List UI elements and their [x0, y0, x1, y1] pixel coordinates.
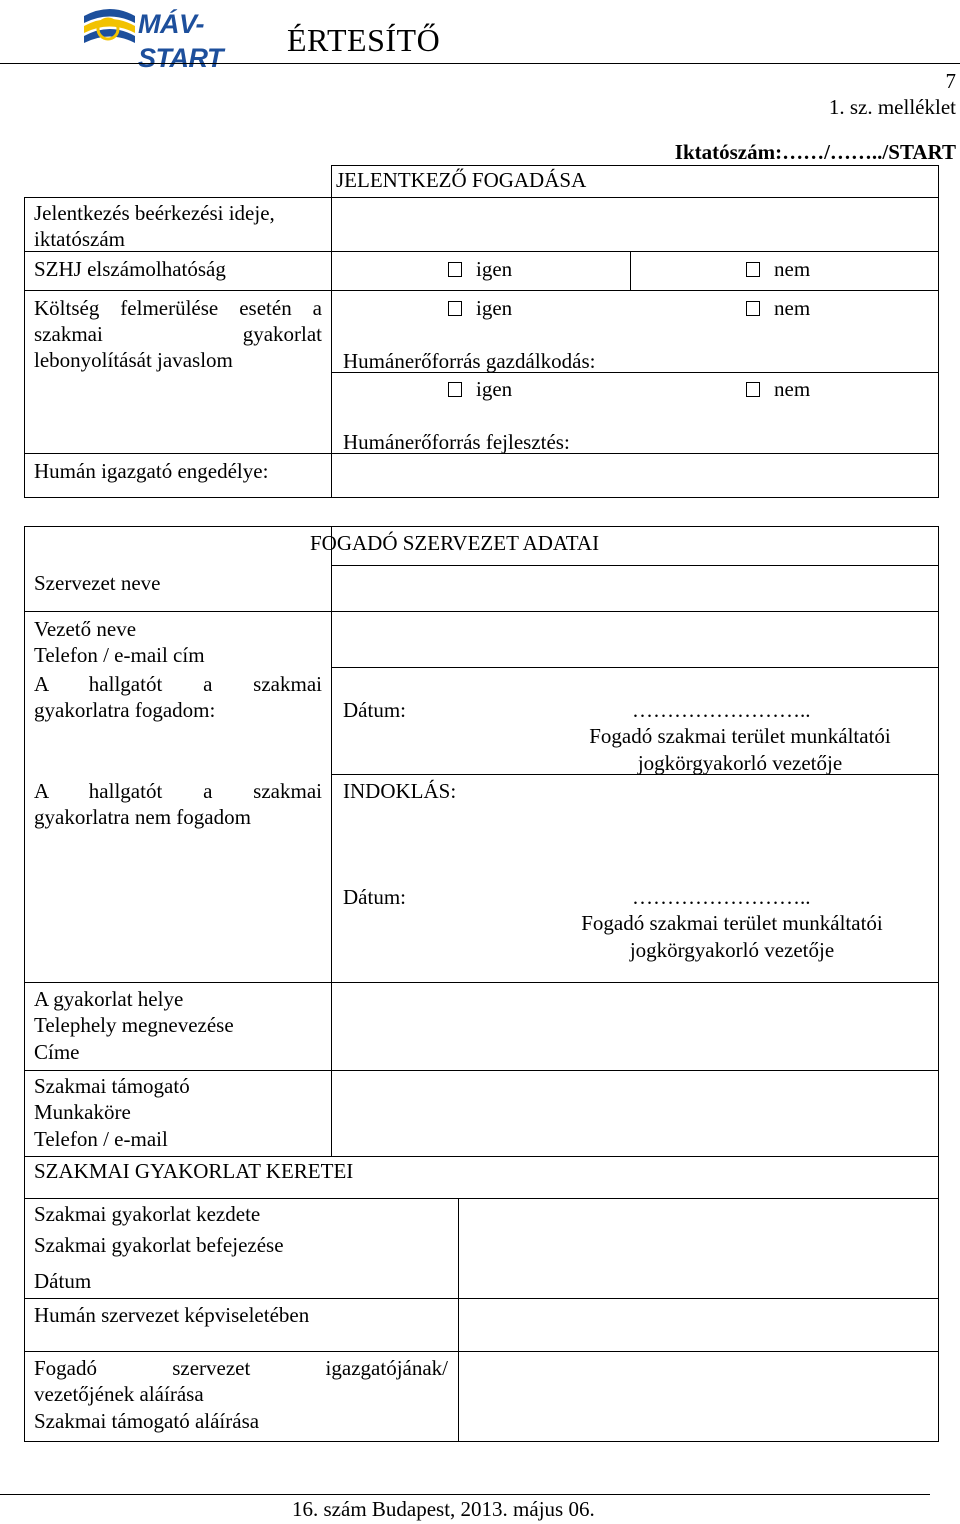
grid-line — [24, 526, 25, 1156]
grid-line — [331, 565, 939, 566]
org-name-label: Szervezet neve — [34, 571, 161, 595]
checkbox-icon[interactable] — [448, 301, 462, 316]
appendix-label: 1. sz. melléklet — [828, 95, 956, 119]
hr-management-label: Humánerőforrás gazdálkodás: — [343, 349, 596, 373]
place-label-line1: A gyakorlat helye — [34, 987, 184, 1011]
hr-development-label: Humánerőforrás fejlesztés: — [343, 430, 570, 454]
grid-line — [331, 526, 332, 1156]
option-label: nem — [774, 257, 811, 281]
cost-no-option[interactable] — [746, 295, 810, 321]
cost-label-line2: szakmai gyakorlat — [34, 322, 322, 346]
contact-label: Telefon / e-mail cím — [34, 643, 205, 667]
reject-date-label: Dátum: — [343, 885, 406, 909]
grid-line — [331, 165, 939, 166]
section-heading-reception: JELENTKEZŐ FOGADÁSA — [336, 168, 587, 192]
grid-line — [24, 1198, 939, 1199]
checkbox-icon[interactable] — [746, 382, 760, 397]
support-label-line1: Szakmai támogató — [34, 1074, 190, 1098]
accept-label-line1: A hallgatót a szakmai — [34, 672, 322, 696]
section-heading-host: FOGADÓ SZERVEZET ADATAI — [310, 531, 600, 555]
checkbox-icon[interactable] — [448, 262, 462, 277]
company-logo — [80, 4, 270, 73]
grid-line — [458, 1198, 459, 1442]
grid-line — [331, 165, 332, 198]
grid-line — [24, 1351, 939, 1352]
grid-line — [24, 290, 939, 291]
hr-yes-option[interactable] — [448, 376, 512, 402]
grid-line — [24, 1070, 939, 1071]
arrival-label-line1: Jelentkezés beérkezési ideje, — [34, 201, 275, 225]
header-rule — [0, 63, 960, 64]
footer-text: 16. szám Budapest, 2013. május 06. — [292, 1497, 595, 1521]
footer-rule — [0, 1494, 930, 1495]
grid-line — [938, 526, 939, 1156]
accept-label-line2: gyakorlatra fogadom: — [34, 698, 216, 722]
option-label: igen — [476, 296, 513, 320]
director-signature-line1: Fogadó szervezet igazgatójának/ — [34, 1356, 448, 1380]
place-label-line3: Címe — [34, 1040, 80, 1064]
grid-line — [24, 982, 939, 983]
accept-signer-line1: Fogadó szakmai terület munkáltatói — [589, 724, 891, 748]
place-label-line2: Telephely megnevezése — [34, 1013, 234, 1037]
cost-yes-option[interactable] — [448, 295, 512, 321]
support-label-line3: Telefon / e-mail — [34, 1127, 168, 1151]
cost-label-line1: Költség felmerülése esetén a — [34, 296, 322, 320]
reject-signature-dots: …………………….. — [632, 885, 811, 909]
arrival-label-line2: iktatószám — [34, 227, 125, 251]
accept-signer-line2: jogkörgyakorló vezetője — [637, 751, 843, 775]
grid-line — [24, 1156, 939, 1157]
szhj-yes-option[interactable] — [448, 256, 512, 282]
grid-line — [331, 667, 939, 668]
accept-date-label: Dátum: — [343, 698, 406, 722]
option-label: igen — [476, 377, 513, 401]
grid-line — [24, 611, 939, 612]
grid-line — [938, 165, 939, 498]
hr-no-option[interactable] — [746, 376, 810, 402]
date-label: Dátum — [34, 1269, 92, 1293]
grid-line — [24, 251, 939, 252]
option-label: nem — [774, 377, 811, 401]
manager-name-label: Vezető neve — [34, 617, 137, 641]
grid-line — [24, 497, 939, 498]
logo-text: MÁV-START — [138, 9, 223, 73]
szhj-no-option[interactable] — [746, 256, 810, 282]
end-label: Szakmai gyakorlat befejezése — [34, 1233, 284, 1257]
document-title: ÉRTESÍTŐ — [287, 22, 441, 58]
director-signature-line2: vezetőjének aláírása — [34, 1382, 204, 1406]
justification-label: INDOKLÁS: — [343, 779, 457, 803]
reject-label-line1: A hallgatót a szakmai — [34, 779, 322, 803]
reject-signer-line1: Fogadó szakmai terület munkáltatói — [581, 911, 883, 935]
hr-director-label: Humán igazgató engedélye: — [34, 459, 269, 483]
section-heading-framework: SZAKMAI GYAKORLAT KERETEI — [34, 1159, 354, 1183]
supporter-signature-label: Szakmai támogató aláírása — [34, 1409, 260, 1433]
support-label-line2: Munkaköre — [34, 1100, 131, 1124]
grid-line — [24, 1298, 939, 1299]
grid-line — [24, 197, 939, 198]
reject-signer-line2: jogkörgyakorló vezetője — [629, 938, 835, 962]
grid-line — [24, 526, 939, 527]
option-label: igen — [476, 257, 513, 281]
hr-representative-label: Humán szervezet képviseletében — [34, 1303, 310, 1327]
szhj-label: SZHJ elszámolhatóság — [34, 257, 226, 281]
grid-line — [24, 1441, 939, 1442]
filing-number: Iktatószám:……/……../START — [674, 140, 956, 164]
option-label: nem — [774, 296, 811, 320]
accept-signature-dots: …………………….. — [632, 698, 811, 722]
cost-label-line3: lebonyolítását javaslom — [34, 348, 233, 372]
reject-label-line2: gyakorlatra nem fogadom — [34, 805, 251, 829]
grid-line — [630, 251, 631, 291]
page-number: 7 — [945, 69, 956, 93]
checkbox-icon[interactable] — [746, 301, 760, 316]
start-label: Szakmai gyakorlat kezdete — [34, 1202, 261, 1226]
checkbox-icon[interactable] — [746, 262, 760, 277]
checkbox-icon[interactable] — [448, 382, 462, 397]
